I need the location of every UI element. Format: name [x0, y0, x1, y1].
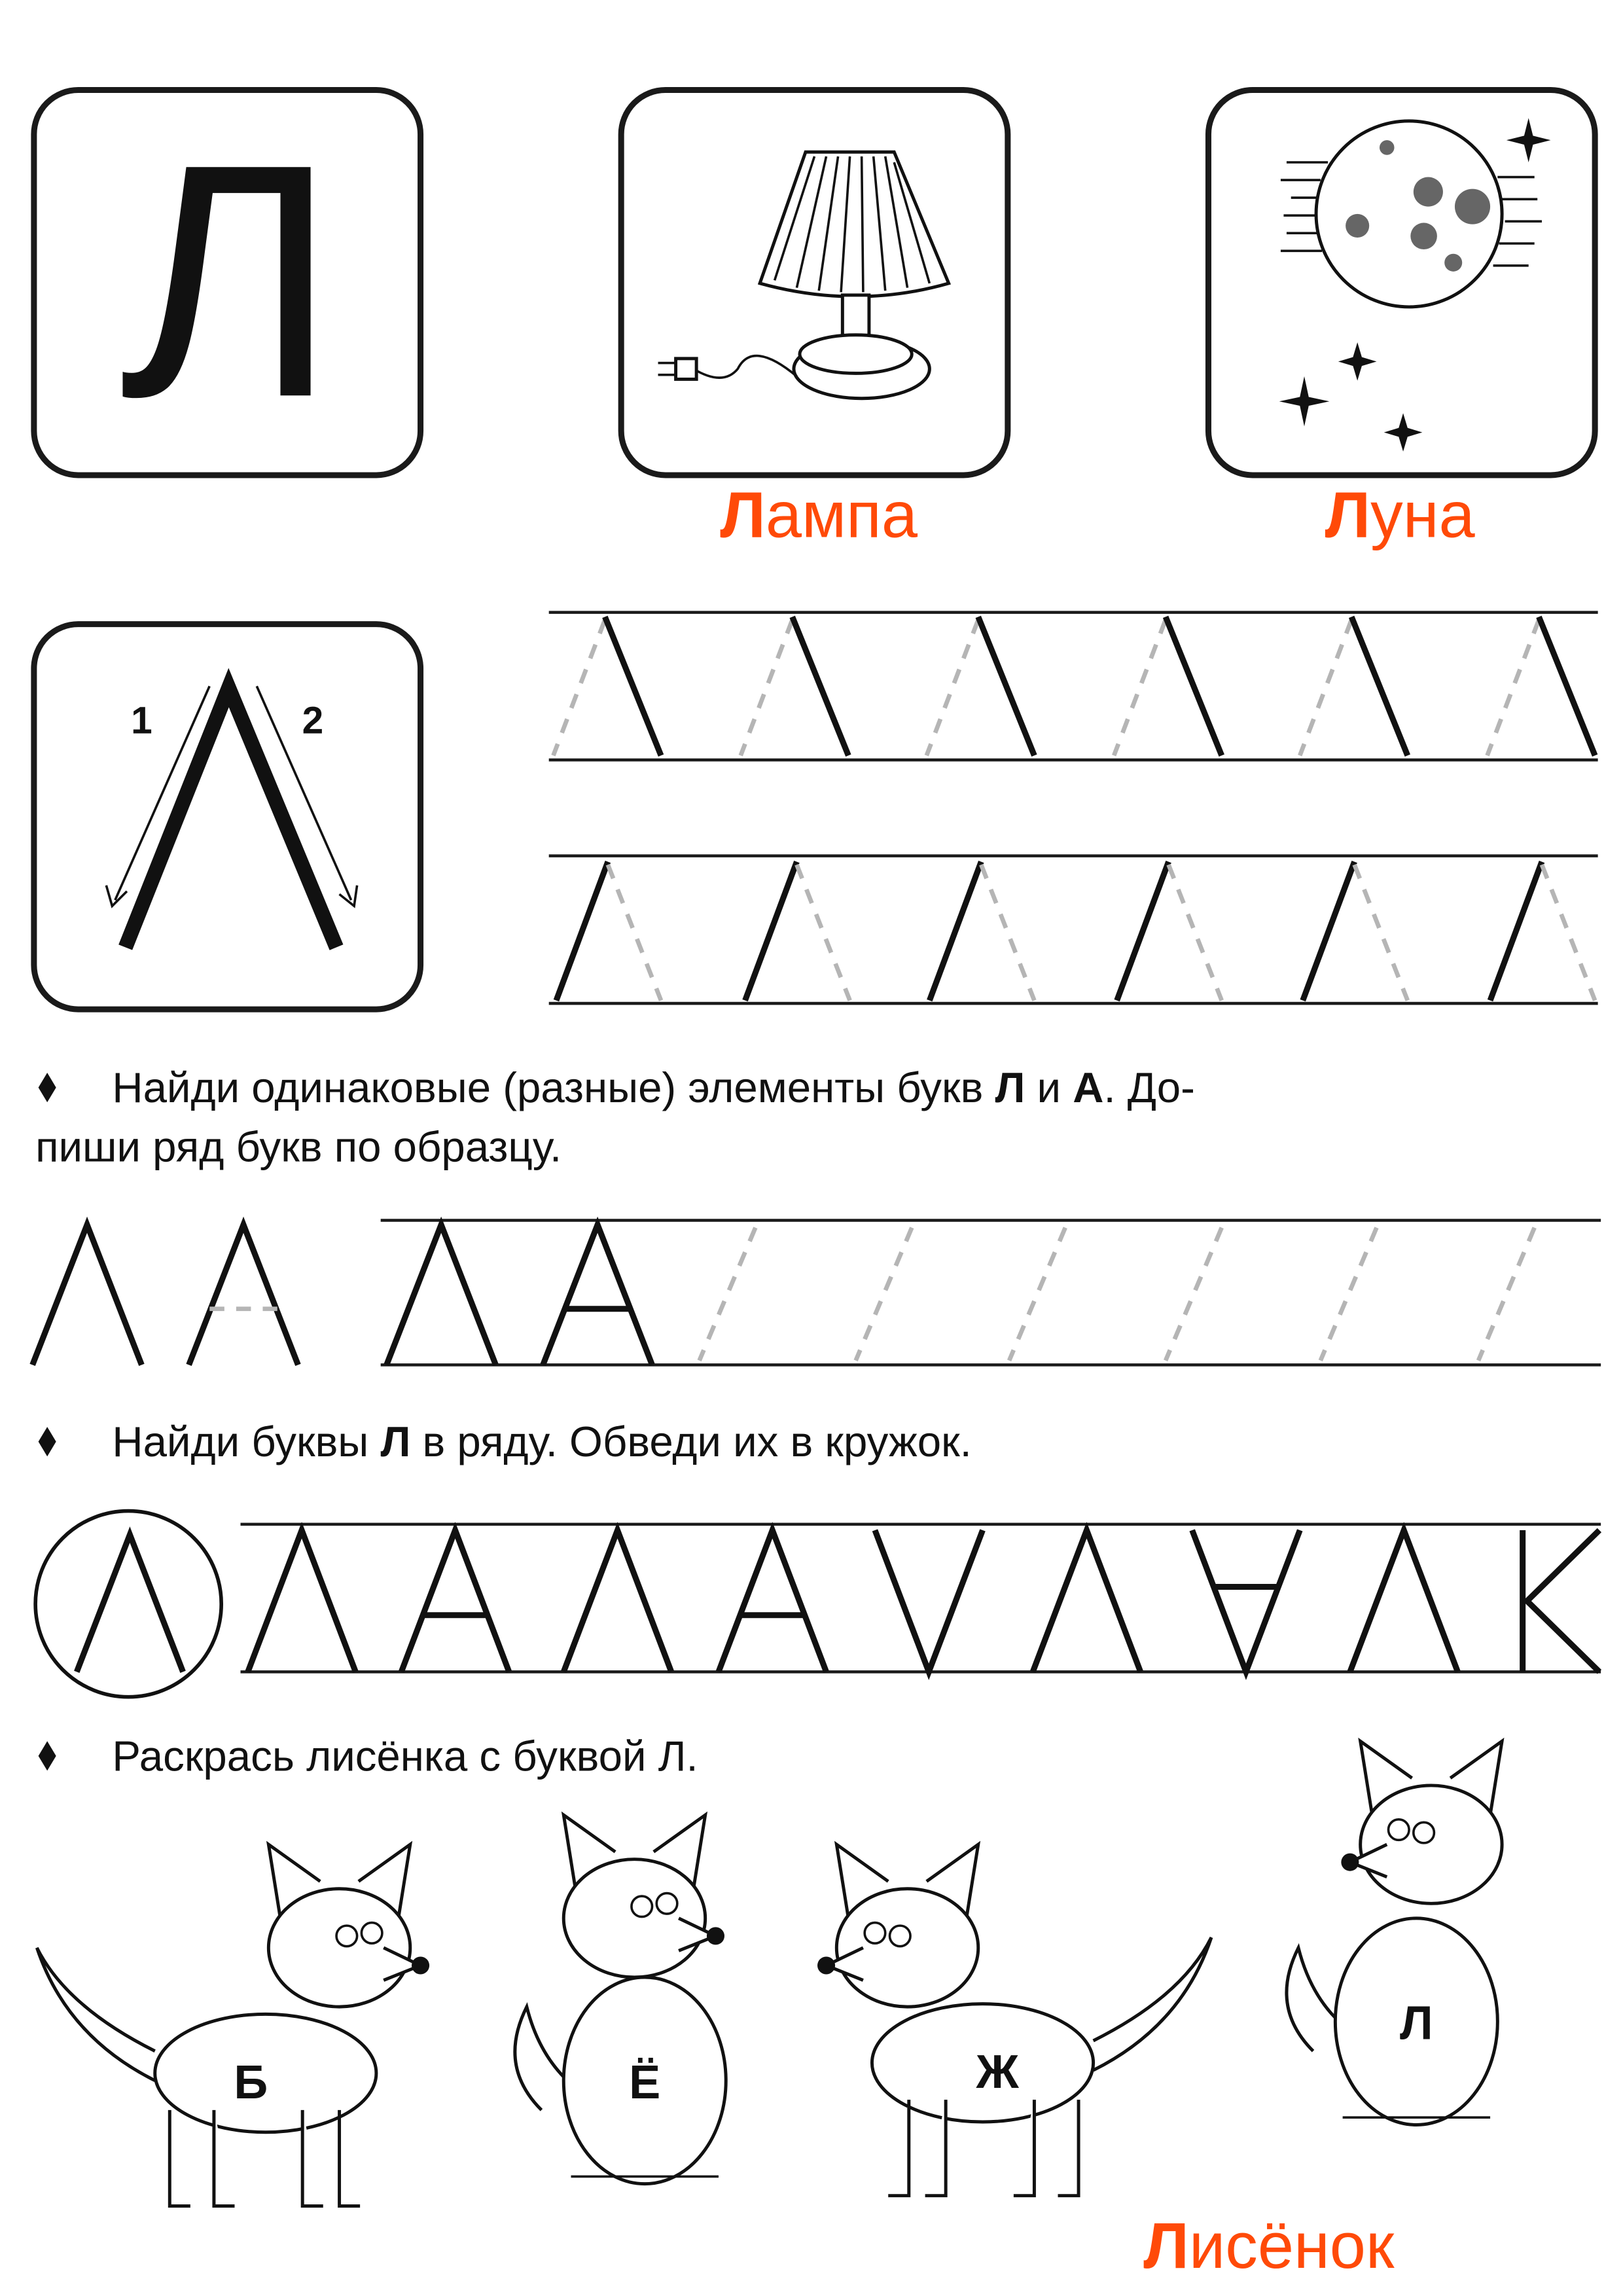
solid-stroke: [556, 862, 608, 1001]
word-initial: Л: [1325, 478, 1371, 552]
dashed-stroke: [796, 865, 849, 1000]
stroke-label-2: 2: [302, 699, 324, 742]
solid-stroke: [1166, 617, 1222, 755]
letter-Л: [77, 1535, 183, 1672]
solid-stroke: [978, 617, 1035, 755]
fox-tail: [1094, 1937, 1211, 2070]
bold-letter: Л: [995, 1064, 1026, 1112]
fox-head: [563, 1859, 705, 1977]
fox-nose: [1341, 1854, 1359, 1871]
solid-stroke: [929, 862, 981, 1001]
word-lampa: [720, 479, 918, 552]
word-luna: [1325, 479, 1476, 552]
bold-letter: А: [1073, 1064, 1104, 1112]
fox-head: [268, 1889, 410, 2007]
moon-card: [1208, 90, 1595, 475]
text-part: Найди буквы: [112, 1418, 381, 1466]
fox-tail: [37, 1948, 154, 2081]
dashed-stroke: [608, 865, 661, 1000]
word-rest: исёнок: [1188, 2210, 1395, 2283]
text-part: . До-: [1103, 1064, 1195, 1112]
fox-head: [1361, 1785, 1502, 1903]
diamond-bullet-icon: [39, 1073, 56, 1102]
big-letter: Л: [120, 96, 338, 467]
fox-letter: Л: [1400, 1997, 1433, 2050]
instruction-1: [35, 1064, 1195, 1170]
dashed-stroke: [856, 1228, 912, 1361]
fox-leg: [340, 2110, 361, 2206]
fox-1[interactable]: [37, 1844, 429, 2206]
trace-row-2: [549, 856, 1598, 1003]
instruction-text: [112, 1064, 1195, 1111]
final-word: [1143, 2210, 1395, 2282]
dashed-stroke: [1009, 1228, 1065, 1361]
instruction-text: [112, 1418, 972, 1465]
fox-nose: [707, 1927, 724, 1945]
instruction-2: [39, 1418, 972, 1465]
trace-row-1: [549, 613, 1598, 760]
sample-row: [33, 1220, 1601, 1365]
dashed-stroke: [1300, 620, 1351, 755]
stroke-order-card: [34, 624, 421, 1009]
word-initial: Л: [720, 478, 766, 552]
letter-Л: [1033, 1530, 1141, 1672]
dashed-stroke: [1321, 1228, 1377, 1361]
fox-head: [836, 1889, 978, 2007]
letter-Л: [1350, 1530, 1458, 1672]
fox-4[interactable]: [1287, 1741, 1502, 2125]
letter-А: [401, 1530, 509, 1672]
letter-К: [1523, 1530, 1599, 1672]
dashed-stroke: [927, 620, 978, 755]
dashed-stroke: [981, 865, 1034, 1000]
dashed-stroke: [1166, 1228, 1222, 1361]
fox-letter: Ж: [976, 2046, 1019, 2099]
bold-letter: Л: [380, 1418, 411, 1466]
letter-А: [189, 1225, 298, 1365]
letter-∀: [1192, 1530, 1300, 1672]
instruction-text-line2: пиши ряд букв по образцу.: [35, 1122, 562, 1171]
fox-3[interactable]: [817, 1844, 1211, 2196]
fox-leg: [888, 2100, 909, 2196]
dashed-stroke: [553, 620, 605, 755]
diamond-bullet-icon: [39, 1427, 56, 1456]
letter-Л: [563, 1530, 671, 1672]
lamp-card: [621, 90, 1008, 475]
dashed-stroke: [741, 620, 793, 755]
fox-leg: [1058, 2100, 1079, 2196]
dashed-stroke: [1542, 865, 1595, 1000]
fox-leg: [169, 2110, 190, 2206]
fox-letter: Ё: [629, 2056, 661, 2109]
text-part: Найди одинаковые (разные) элементы букв: [112, 1064, 995, 1112]
solid-stroke: [745, 862, 797, 1001]
dashed-stroke: [1478, 1228, 1535, 1361]
word-initial: Л: [1143, 2210, 1189, 2283]
diamond-bullet-icon: [39, 1741, 56, 1770]
fox-letter: Б: [234, 2056, 268, 2109]
word-rest: ампа: [765, 478, 918, 552]
text-part: в ряду. Обведи их в кружок.: [410, 1418, 972, 1466]
letter-Л: [33, 1225, 142, 1365]
solid-stroke: [605, 617, 661, 755]
solid-stroke: [1490, 862, 1542, 1001]
instruction-text: Раскрась лисёнка с буквой Л.: [112, 1732, 698, 1780]
letter-Л: [248, 1530, 356, 1672]
text-part: и: [1025, 1064, 1073, 1112]
solid-stroke: [1351, 617, 1408, 755]
solid-stroke: [1303, 862, 1355, 1001]
dashed-stroke: [1355, 865, 1408, 1000]
letter-А: [543, 1225, 652, 1365]
letter-А: [719, 1530, 827, 1672]
letter-card: [34, 90, 421, 475]
instruction-3: [39, 1732, 698, 1780]
dashed-stroke: [1114, 620, 1166, 755]
solid-stroke: [793, 617, 849, 755]
word-rest: уна: [1370, 478, 1475, 552]
fox-2[interactable]: [515, 1815, 726, 2184]
foxes: [37, 1741, 1502, 2206]
find-letter-row: [35, 1511, 1601, 1697]
fox-nose: [817, 1956, 835, 1974]
solid-stroke: [1539, 617, 1595, 755]
dashed-stroke: [1169, 865, 1222, 1000]
fox-nose: [412, 1956, 429, 1974]
stroke-label-1: 1: [131, 699, 152, 742]
dashed-stroke: [700, 1228, 756, 1361]
dashed-stroke: [1488, 620, 1539, 755]
letter-Л: [387, 1225, 496, 1365]
letter-V: [875, 1530, 983, 1672]
solid-stroke: [1117, 862, 1169, 1001]
